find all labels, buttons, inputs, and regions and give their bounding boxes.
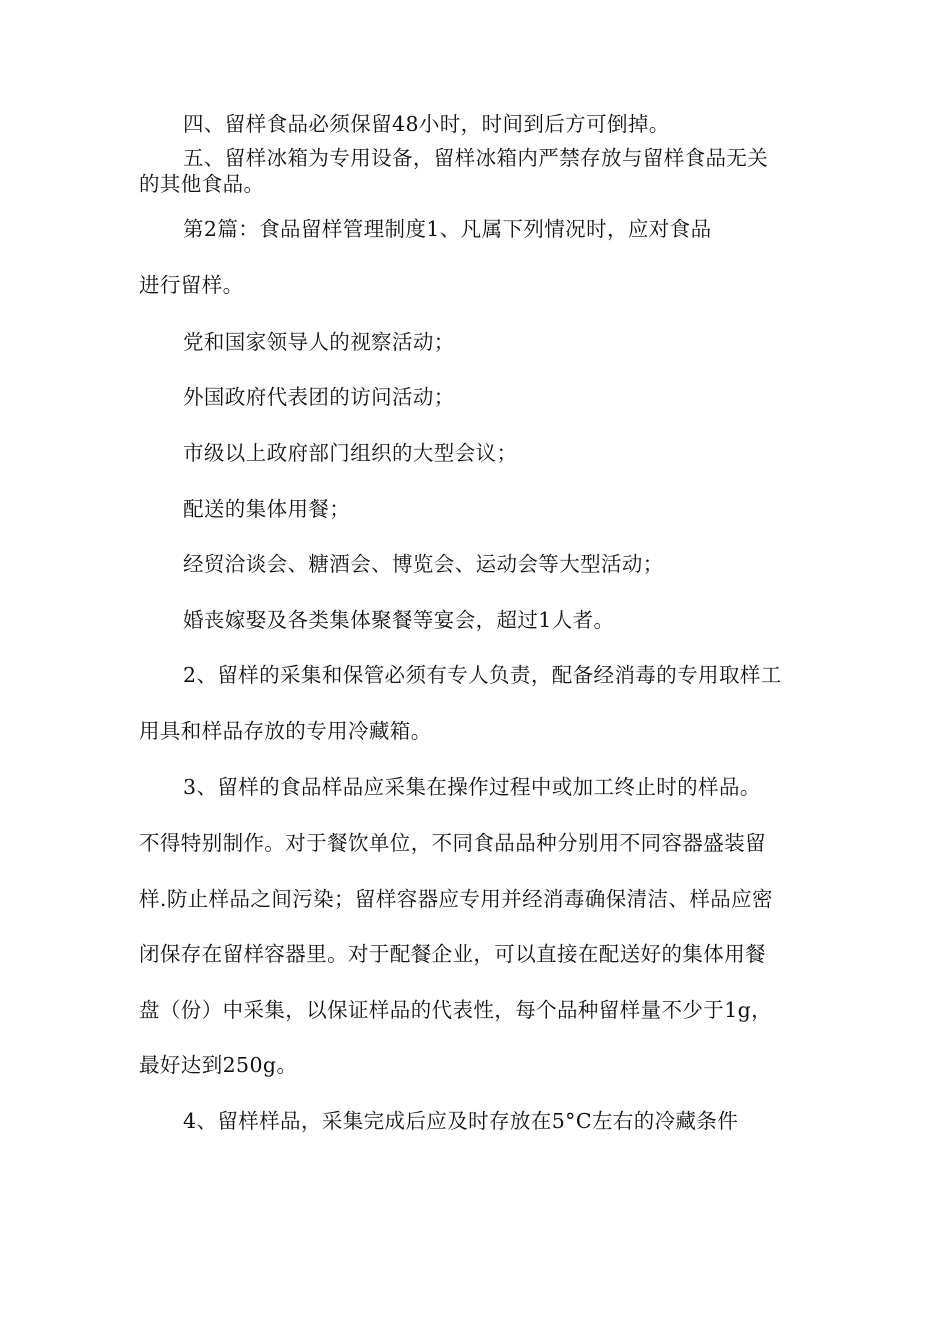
list-item: 党和国家领导人的视察活动；	[183, 330, 455, 354]
section-heading-line: 第2篇：食品留样管理制度1、凡属下列情况时，应对食品	[183, 217, 712, 241]
paragraph-line: 四、留样食品必须保留48小时，时间到后方可倒掉。	[183, 112, 670, 136]
paragraph-line: 盘（份）中采集，以保证样品的代表性，每个品种留样量不少于1g，	[139, 998, 773, 1022]
list-item: 经贸洽谈会、糖酒会、博览会、运动会等大型活动；	[183, 552, 664, 576]
paragraph-line: 的其他食品。	[139, 172, 265, 196]
paragraph-line: 样.防止样品之间污染；留样容器应专用并经消毒确保清洁、样品应密	[139, 887, 773, 911]
paragraph-line: 2、留样的采集和保管必须有专人负责，配备经消毒的专用取样工	[183, 663, 782, 687]
list-item: 外国政府代表团的访问活动；	[183, 385, 455, 409]
list-item: 市级以上政府部门组织的大型会议；	[183, 441, 518, 465]
paragraph-line: 4、留样样品，采集完成后应及时存放在5°C左右的冷藏条件	[183, 1109, 739, 1133]
paragraph-line: 不得特别制作。对于餐饮单位，不同食品品种分别用不同容器盛装留	[139, 831, 766, 855]
paragraph-line: 进行留样。	[139, 273, 244, 297]
paragraph-line: 用具和样品存放的专用冷藏箱。	[139, 719, 432, 743]
paragraph-line: 五、留样冰箱为专用设备，留样冰箱内严禁存放与留样食品无关	[183, 146, 769, 170]
list-item: 婚丧嫁娶及各类集体聚餐等宴会，超过1人者。	[183, 608, 615, 632]
paragraph-line: 3、留样的食品样品应采集在操作过程中或加工终止时的样品。	[183, 775, 761, 799]
list-item: 配送的集体用餐；	[183, 497, 351, 521]
paragraph-line: 最好达到250g。	[139, 1053, 298, 1077]
paragraph-line: 闭保存在留样容器里。对于配餐企业，可以直接在配送好的集体用餐	[139, 942, 766, 966]
